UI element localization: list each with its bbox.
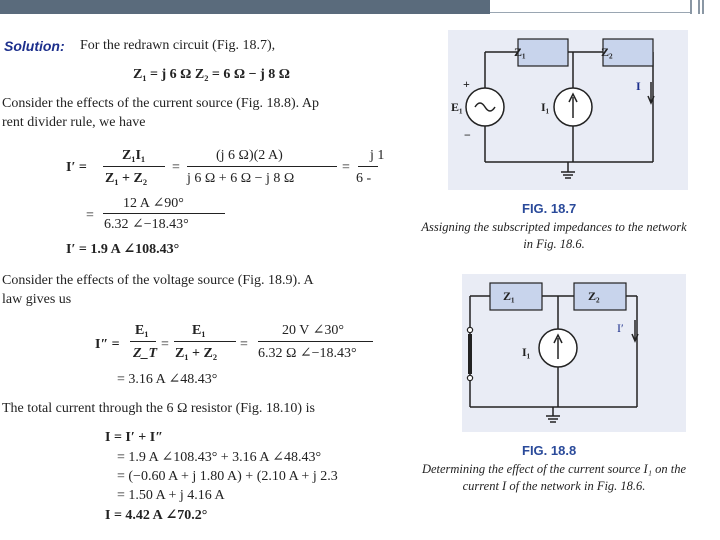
fig1-caption	[394, 219, 714, 253]
corner-decoration	[690, 0, 714, 14]
fig2-caption	[394, 461, 714, 495]
part2-eq2: =	[240, 337, 248, 352]
part1-intro-line1: Consider the effects of the current source (Fig. 18.8). Ap	[2, 96, 319, 111]
part2-intro-line1: Consider the effects of the voltage source (Fig. 18.9). A	[2, 273, 314, 288]
fig1-z1-label: Z₁	[514, 45, 526, 59]
fig2-z1-label: Z₁	[503, 289, 515, 303]
part2-frac1-num: E₁	[135, 323, 149, 338]
part3-line3: = (−0.60 A + j 1.80 A) + (2.10 A + j 2.3	[117, 469, 338, 484]
part2-intro-line2: law gives us	[2, 292, 72, 307]
part1-eq2: =	[342, 160, 350, 175]
solution-label: Solution:	[4, 38, 65, 54]
part1-eq1: =	[172, 160, 180, 175]
part1-frac3-bar	[358, 166, 378, 167]
fig2-title: FIG. 18.8	[522, 443, 577, 458]
part1-lhs: I′ =	[66, 160, 87, 175]
part2-frac1-bar	[130, 341, 156, 342]
part3-line1: I = I′ + I″	[105, 430, 163, 445]
part1-frac2-den: j 6 Ω + 6 Ω − j 8 Ω	[187, 171, 295, 186]
part2-lhs: I″ =	[95, 337, 120, 352]
part1-frac2-bar	[187, 166, 337, 167]
fig1-caption-line2: in Fig. 18.6.	[523, 237, 585, 251]
part1-eq3: =	[86, 208, 94, 223]
fig1-i1-label: I₁	[541, 100, 550, 114]
part3-line4: = 1.50 A + j 4.16 A	[117, 488, 225, 503]
fig2-caption-line2: current I of the network in Fig. 18.6.	[462, 479, 646, 493]
part3-line5: I = 4.42 A ∠70.2°	[105, 508, 208, 523]
fig1-title: FIG. 18.7	[522, 201, 577, 216]
part2-frac3-bar	[258, 341, 373, 342]
top-bar-rule	[490, 12, 690, 13]
fig2-caption-line1: Determining the effect of the current source I₁ on the	[421, 462, 687, 476]
part2-eq1: =	[161, 337, 169, 352]
fig2-z2-label: Z₂	[588, 289, 600, 303]
part2-frac1-den: Z_T	[133, 346, 158, 361]
part2-frac2-num: E₁	[192, 323, 206, 338]
solution-text: For the redrawn circuit (Fig. 18.7),	[80, 38, 276, 53]
part1-frac4-bar	[103, 213, 225, 214]
part3-line2: = 1.9 A ∠108.43° + 3.16 A ∠48.43°	[117, 450, 322, 465]
fig1-e1-label: E₁	[451, 100, 463, 114]
part2-frac2-bar	[174, 341, 236, 342]
part1-frac3-num: j 1	[370, 148, 385, 163]
fig2-i1-label: I₁	[522, 345, 531, 359]
fig1-minus: −	[464, 128, 471, 142]
part3-intro: The total current through the 6 Ω resistor (Fig. 18.10) is	[2, 401, 315, 416]
part1-frac1-den: Z₁ + Z₂	[105, 171, 148, 186]
part1-frac1-num: Z₁I₁	[122, 148, 146, 163]
part2-frac3-den: 6.32 Ω ∠−18.43°	[258, 346, 357, 361]
fig1-caption-line1: Assigning the subscripted impedances to the network	[421, 220, 687, 234]
impedance-definitions: Z₁ = j 6 Ω Z₂ = 6 Ω − j 8 Ω	[133, 67, 290, 82]
top-bar	[0, 0, 720, 14]
figure-18-8-circuit	[462, 274, 686, 432]
part2-frac2-den: Z₁ + Z₂	[175, 346, 218, 361]
top-bar-fill	[0, 0, 490, 14]
part2-frac3-num: 20 V ∠30°	[282, 323, 344, 338]
figure-18-7-circuit	[448, 30, 688, 190]
part1-intro-line2: rent divider rule, we have	[2, 115, 146, 130]
part1-frac1-bar	[103, 166, 165, 167]
part1-frac4-den: 6.32 ∠−18.43°	[104, 217, 189, 232]
part2-result: = 3.16 A ∠48.43°	[117, 372, 218, 387]
fig1-plus: +	[463, 77, 470, 91]
fig2-iprime-label: I′	[617, 321, 624, 335]
part1-result: I′ = 1.9 A ∠108.43°	[66, 242, 180, 257]
part1-frac3-den: 6 -	[356, 171, 372, 186]
fig1-z2-label: Z₂	[601, 45, 613, 59]
fig1-i-label: I	[636, 79, 641, 93]
part1-frac4-num: 12 A ∠90°	[123, 196, 184, 211]
part1-frac2-num: (j 6 Ω)(2 A)	[216, 148, 283, 163]
